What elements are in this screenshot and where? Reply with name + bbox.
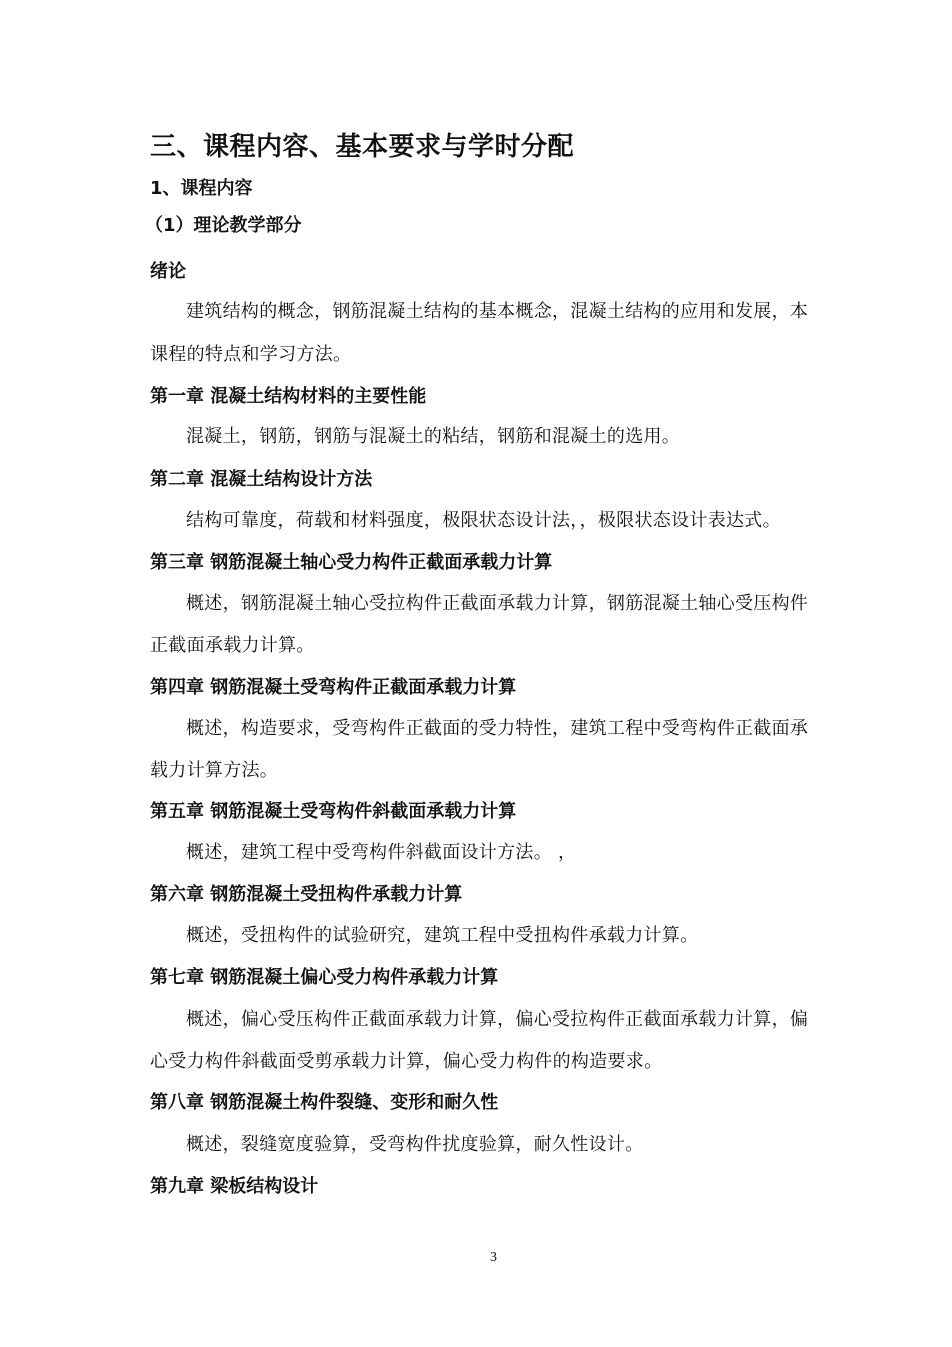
chapter-2-text: 结构可靠度，荷载和材料强度，极限状态设计法，，极限状态设计表达式。 bbox=[186, 510, 781, 531]
chapter-1-title: 第一章 混凝土结构材料的主要性能 bbox=[150, 386, 427, 407]
section-heading: 三、课程内容、基本要求与学时分配 bbox=[150, 132, 575, 162]
chapter-9-title: 第九章 梁板结构设计 bbox=[150, 1176, 319, 1197]
chapter-3-text-line-1: 概述，钢筋混凝土轴心受拉构件正截面承载力计算，钢筋混凝土轴心受压构件 bbox=[186, 593, 809, 614]
intro-text-line-1: 建筑结构的概念，钢筋混凝土结构的基本概念，混凝土结构的应用和发展，本 bbox=[186, 301, 809, 322]
chapter-7-text-line-2: 心受力构件斜截面受剪承载力计算，偏心受力构件的构造要求。 bbox=[150, 1051, 663, 1072]
chapter-7-title: 第七章 钢筋混凝土偏心受力构件承载力计算 bbox=[150, 967, 499, 988]
chapter-4-text-line-1: 概述，构造要求，受弯构件正截面的受力特性，建筑工程中受弯构件正截面承 bbox=[186, 718, 809, 739]
chapter-5-title: 第五章 钢筋混凝土受弯构件斜截面承载力计算 bbox=[150, 801, 517, 822]
chapter-8-text: 概述，裂缝宽度验算，受弯构件扰度验算，耐久性设计。 bbox=[186, 1134, 644, 1155]
page-number: 3 bbox=[490, 1250, 497, 1265]
chapter-3-text-line-2: 正截面承载力计算。 bbox=[150, 635, 315, 656]
intro-text-line-2: 课程的特点和学习方法。 bbox=[150, 344, 352, 365]
part-heading: （1）理论教学部分 bbox=[145, 215, 302, 236]
chapter-4-text-line-2: 载力计算方法。 bbox=[150, 760, 279, 781]
subsection-heading: 1、课程内容 bbox=[150, 178, 253, 199]
chapter-7-text-line-1: 概述，偏心受压构件正截面承载力计算，偏心受拉构件正截面承载力计算，偏 bbox=[186, 1009, 809, 1030]
chapter-1-text: 混凝土，钢筋，钢筋与混凝土的粘结，钢筋和混凝土的选用。 bbox=[186, 426, 681, 447]
chapter-5-text: 概述，建筑工程中受弯构件斜截面设计方法。 ， bbox=[186, 842, 577, 863]
chapter-2-title: 第二章 混凝土结构设计方法 bbox=[150, 469, 373, 490]
chapter-4-title: 第四章 钢筋混凝土受弯构件正截面承载力计算 bbox=[150, 677, 517, 698]
chapter-8-title: 第八章 钢筋混凝土构件裂缝、变形和耐久性 bbox=[150, 1092, 499, 1113]
chapter-6-text: 概述，受扭构件的试验研究，建筑工程中受扭构件承载力计算。 bbox=[186, 925, 699, 946]
intro-title: 绪论 bbox=[150, 261, 186, 282]
chapter-3-title: 第三章 钢筋混凝土轴心受力构件正截面承载力计算 bbox=[150, 552, 553, 573]
chapter-6-title: 第六章 钢筋混凝土受扭构件承载力计算 bbox=[150, 884, 463, 905]
